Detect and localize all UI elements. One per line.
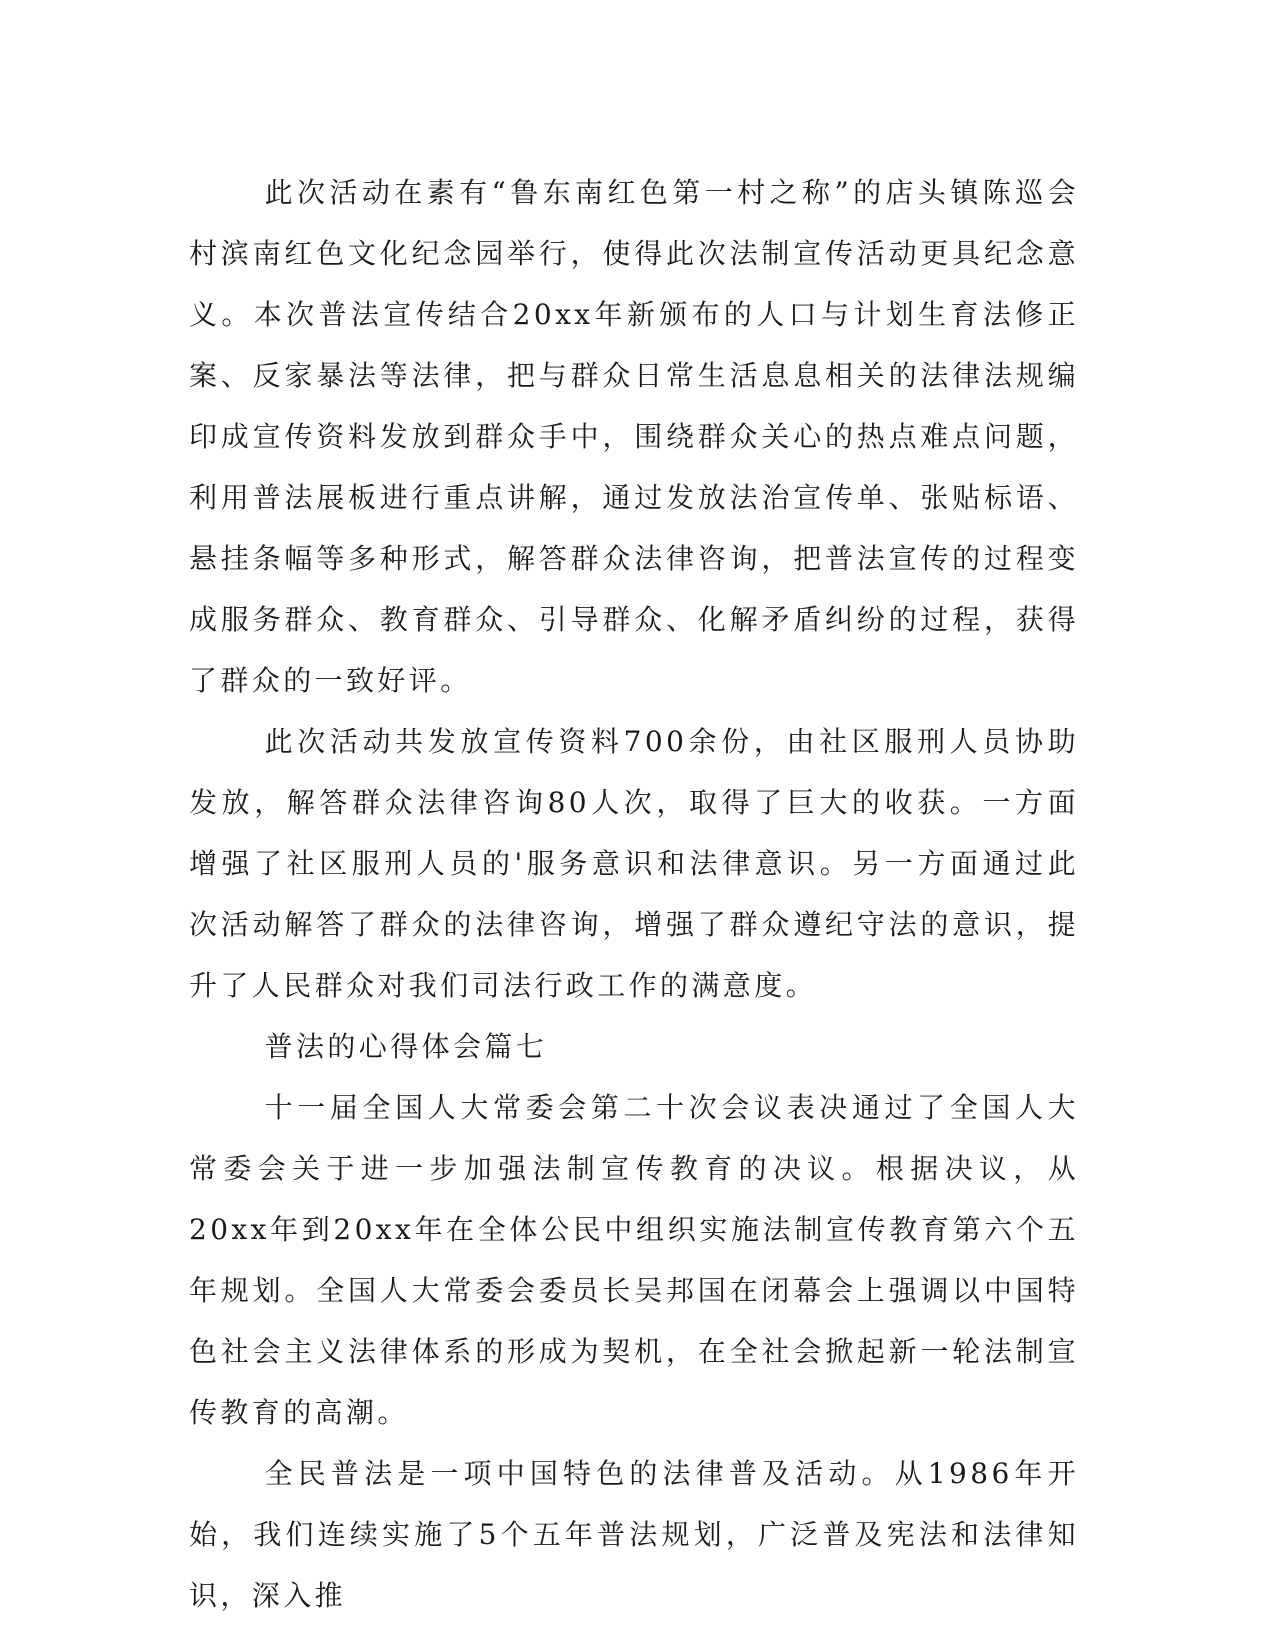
paragraph-national-legal-education: 全民普法是一项中国特色的法律普及活动。从1986年开始，我们连续实施了5个五年普法规划，广泛普及宪法和法律知识，深入推 (189, 1457, 1079, 1612)
paragraph-activity-results: 此次活动共发放宣传资料700余份，由社区服刑人员协助发放，解答群众法律咨询80人次，取得了巨大的收获。一方面增强了社区服刑人员的'服务意识和法律意识。另一方面通过此次活动解答了群众的法律咨询，增强了群众遵纪守法的意识，提升了人民群众对我们司法行政工作的满意度。 (189, 725, 1079, 1002)
paragraph-npc-resolution: 十一届全国人大常委会第二十次会议表决通过了全国人大常委会关于进一步加强法制宣传教育的决议。根据决议，从20xx年到20xx年在全体公民中组织实施法制宣传教育第六个五年规划。全国人大常委会委员长吴邦国在闭幕会上强调以中国特色社会主义法律体系的形成为契机，在全社会掀起新一轮法制宣传教育的高潮。 (189, 1091, 1079, 1429)
paragraph-activity-venue: 此次活动在素有“鲁东南红色第一村之称”的店头镇陈巡会村滨南红色文化纪念园举行，使得此次法制宣传活动更具纪念意义。本次普法宣传结合20xx年新颁布的人口与计划生育法修正案、反家暴法等法律，把与群众日常生活息息相关的法律法规编印成宣传资料发放到群众手中，围绕群众关心的热点难点问题，利用普法展板进行重点讲解，通过发放法治宣传单、张贴标语、悬挂条幅等多种形式，解答群众法律咨询，把普法宣传的过程变成服务群众、教育群众、引导群众、化解矛盾纠纷的过程，获得了群众的一致好评。 (189, 176, 1079, 697)
document-body (189, 162, 1079, 1626)
section-heading: 普法的心得体会篇七 (264, 1030, 548, 1063)
